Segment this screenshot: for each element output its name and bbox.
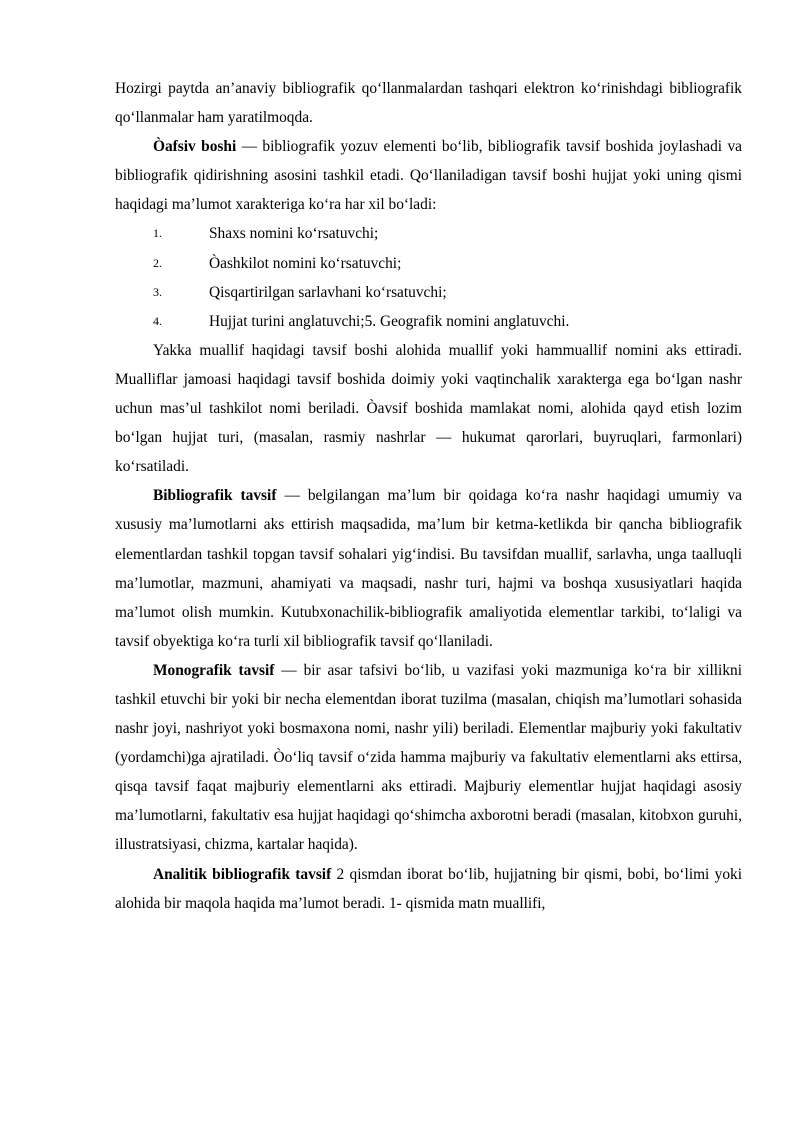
- paragraph-analitik-tavsif: [115, 860, 742, 918]
- list-item: [115, 278, 742, 307]
- paragraph-tavsif-boshi-body: — bibliografik yozuv elementi bo‘lib, bibliografik tavsif boshida joylashadi va bibliografik qidirishning asosini tashkil etadi. Qo‘llaniladigan tavsif boshi hujjat yoki uning qismi haqidagi ma’lumot xarakteriga ko‘ra har xil bo‘ladi:: [115, 138, 742, 214]
- paragraph-tavsif-boshi: [115, 132, 742, 219]
- list-item-number: 1.: [153, 226, 162, 241]
- list-item-number: 3.: [153, 284, 162, 299]
- paragraph-bibliografik-tavsif-body: — belgilangan ma’lum bir qoidaga ko‘ra nashr haqidagi umumiy va xususiy ma’lumotlarni aks ettirish maqsadida, ma’lum bir ketma-ketlikda bir qancha bibliografik elementlardan tashkil topgan tavsif sohalari yig‘indisi. Bu tavsifdan muallif, sarlavha, unga taalluqli ma’lumotlar, mazmuni, ahamiyati va maqsadi, nashr turi, hajmi va boshqa xususiyatlari haqida ma’lumot olish mumkin. Kutubxonachilik-bibliografik amaliyotida elementlar tarkibi, to‘laligi va tavsif obyektiga ko‘ra turli xil bibliografik tavsif qo‘llaniladi.: [115, 487, 742, 650]
- paragraph-monografik-tavsif: [115, 656, 742, 860]
- term-analitik-tavsif: Analitik bibliografik tavsif: [153, 865, 332, 883]
- paragraph-monografik-tavsif-body: — bir asar tafsivi bo‘lib, u vazifasi yoki mazmuniga ko‘ra bir xillikni tashkil etuvchi bir yoki bir necha elementdan iborat tuzilma (masalan, chiqish ma’lumotlari sohasida nashr joyi, nashriyot yoki bosmaxona nomi, nashr yili) beriladi. Elementlar majburiy yoki fakultativ (yordamchi)ga ajratiladi. Òo‘liq tavsif o‘zida hamma majburiy va fakultativ elementlarni aks ettirsa, qisqa tavsif faqat majburiy elementlarni aks ettiradi. Majburiy elementlar hujjat haqidagi asosiy ma’lumotlarni, fakultativ esa hujjat haqidagi qo‘shimcha axborotni beradi (masalan, kitobxon guruhi, illustratsiyasi, chizma, kartalar haqida).: [115, 661, 742, 854]
- list-item-text: Qisqartirilgan sarlavhani ko‘rsatuvchi;: [209, 283, 447, 301]
- document-page: [115, 74, 742, 918]
- list-item: [115, 307, 742, 336]
- paragraph-yakka: Yakka muallif haqidagi tavsif boshi alohida muallif yoki hammuallif nomini aks ettiradi. Mualliflar jamoasi haqidagi tavsif boshida doimiy yoki vaqtinchalik xarakterga ega bo‘lgan nashr uchun mas’ul tashkilot nomi beriladi. Òavsif boshida mamlakat nomi, alohida qayd etish lozim bo‘lgan hujjat turi, (masalan, rasmiy nashrlar — hukumat qarorlari, buyruqlari, farmonlari) ko‘rsatiladi.: [115, 341, 742, 476]
- list-item-number: 2.: [153, 255, 162, 270]
- list-item: [115, 219, 742, 248]
- list-item: [115, 249, 742, 278]
- term-bibliografik-tavsif: Bibliografik tavsif: [153, 487, 277, 505]
- paragraph-intro: Hozirgi paytda an’anaviy bibliografik qo‘llanmalardan tashqari elektron ko‘rinishdagi bibliografik qo‘llanmalar ham yaratilmoqda.: [115, 80, 742, 127]
- list-item-text: Hujjat turini anglatuvchi;5. Geografik nomini anglatuvchi.: [209, 312, 570, 330]
- list-item-text: Shaxs nomini ko‘rsatuvchi;: [209, 225, 379, 243]
- paragraph-analitik-tavsif-body: 2 qismdan iborat bo‘lib, hujjatning bir qismi, bobi, bo‘limi yoki alohida bir maqola haqida ma’lumot beradi. 1- qismida matn muallifi,: [115, 865, 742, 912]
- term-monografik-tavsif: Monografik tavsif: [153, 661, 275, 679]
- numbered-list: [115, 219, 742, 335]
- term-tavsif-boshi: Òafsiv boshi: [153, 138, 237, 156]
- paragraph-bibliografik-tavsif: [115, 481, 742, 656]
- list-item-text: Òashkilot nomini ko‘rsatuvchi;: [209, 254, 402, 272]
- list-item-number: 4.: [153, 313, 162, 328]
